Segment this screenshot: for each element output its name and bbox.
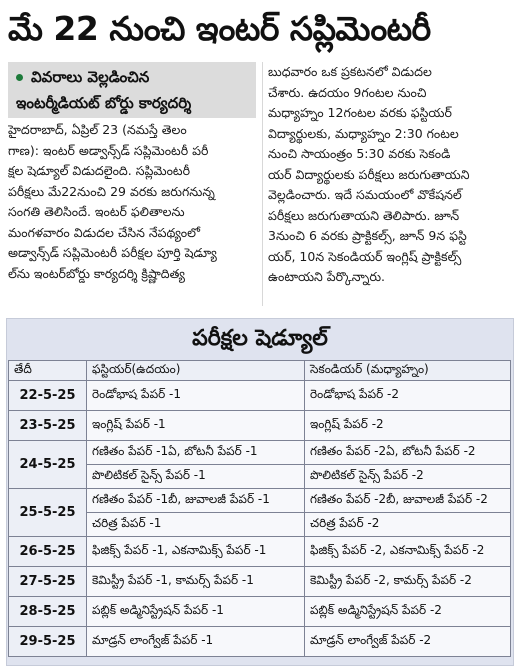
article-line: పరీక్షలు మే22నుంచి 29 వరకు జరుగనున్న [8,183,215,199]
header-date: తేదీ [9,361,87,381]
second-year-cell: రెండోభాష పేపర్ -2 [305,381,511,411]
date-cell: 24-5-25 [9,441,87,489]
article-line: వెల్లడించారు. ఇదే సమయంలో వొకేషనల్ [268,187,462,202]
date-cell: 29-5-25 [9,627,87,657]
second-year-cell: పబ్లిక్ అడ్మినిస్ట్రేషన్ పేపర్ -2 [305,597,511,627]
first-year-cell: పబ్లిక్ అడ్మినిస్ట్రేషన్ పేపర్ -1 [87,597,305,627]
date-cell: 25-5-25 [9,489,87,537]
article-line: బుధవారం ఒక ప్రకటనలో విడుదల [268,64,432,79]
article-line: ల్‌ను ఇంటర్‌బోర్డు కార్యదర్శి క్రిష్ణాదిత్య [8,265,186,281]
article-body-right [268,62,512,288]
date-cell: 28-5-25 [9,597,87,627]
table-row [9,627,511,657]
article-line: పరీక్షలు జరుగుతాయని తెలిపారు. జూన్ [268,207,460,223]
article-line: యర్, 10న సెకండియర్ ఇంగ్లిష్ ప్రాక్టికల్స్ [268,248,462,264]
article-line: గాణ): ఇంటర్ అడ్వాన్స్‌డ్ సప్లిమెంటరీ పరీ [8,142,209,158]
table-header-row [9,361,511,381]
kicker-line: వివరాలు వెల్లడించిన [31,68,150,86]
first-year-cell: ఇంగ్లిష్ పేపర్ -1 [87,411,305,441]
column-divider [262,62,263,306]
kicker-box [8,62,256,118]
first-year-cell: చరిత్ర పేపర్ -1 [87,513,305,537]
first-year-cell: మాడ్రన్ లాంగ్వేజ్ పేపర్ -1 [87,627,305,657]
second-year-cell: ఇంగ్లిష్ పేపర్ -2 [305,411,511,441]
article-line: మంగళవారం విడుదల చేసిన నేపథ్యంలో [8,224,200,240]
first-year-cell: పొలిటికల్ సైన్స్ పేపర్ -1 [87,465,305,489]
second-year-cell: చరిత్ర పేపర్ -2 [305,513,511,537]
date-cell: 23-5-25 [9,411,87,441]
date-cell: 26-5-25 [9,537,87,567]
first-year-cell: కెమిస్ట్రీ పేపర్ -1, కామర్స్ పేపర్ -1 [87,567,305,597]
first-year-cell: రెండోభాష పేపర్ -1 [87,381,305,411]
table-row [9,441,511,465]
article-line: విద్యార్థులకు, మధ్యాహ్నం 2:30 గంటల [268,125,459,141]
first-year-cell: గణితం పేపర్ -1ఏ, బోటనీ పేపర్ -1 [87,441,305,465]
article-line: మధ్యాహ్నం 12గంటల వరకు ఫస్టియర్ [268,105,452,120]
table-row [9,381,511,411]
article-line: అడ్వాన్స్‌డ్ సప్లిమెంటరీ పరీక్షల పూర్తి షెడ్యూ [8,245,217,260]
headline: మే 22 నుంచి ఇంటర్ సప్లిమెంటరీ [8,9,431,48]
article-line: సంగతి తెలిసిందే. ఇంటర్ ఫలితాలను [8,204,185,219]
article-line: చేశారు. ఉదయం 9గంటల నుంచి [268,84,427,100]
second-year-cell: గణితం పేపర్ -2బీ, జువాలజీ పేపర్ -2 [305,489,511,513]
bullet-icon [16,74,23,81]
kicker-line: ఇంటర్మీడియట్ బోర్డు కార్యదర్శి [16,94,192,112]
table-row [9,537,511,567]
second-year-cell: మాడ్రన్ లాంగ్వేజ్ పేపర్ -2 [305,627,511,657]
header-second-year: సెకండియర్ (మధ్యాహ్నం) [305,361,511,381]
date-cell: 22-5-25 [9,381,87,411]
second-year-cell: కెమిస్ట్రీ పేపర్ -2, కామర్స్ పేపర్ -2 [305,567,511,597]
table-row [9,597,511,627]
article-line: యర్ విద్యార్థులకు పరీక్షలు జరుగుతాయని [268,166,470,182]
article-line: ఉంటాయని పేర్కొన్నారు. [268,269,386,284]
second-year-cell: గణితం పేపర్ -2ఏ, బోటనీ పేపర్ -2 [305,441,511,465]
article-line: 3నుంచి 6 వరకు ప్రాక్టికల్స్, జూన్ 9న ఫస్టి [268,228,467,243]
article-line: క్షల షెడ్యూల్ విడుదలైంది. సప్లిమెంటరీ [8,163,190,178]
table-row [9,567,511,597]
table-row [9,489,511,513]
article-line: నుంచి సాయంత్రం 5:30 వరకు సెకండి [268,146,451,161]
first-year-cell: గణితం పేపర్ -1బీ, జువాలజీ పేపర్ -1 [87,489,305,513]
date-cell: 27-5-25 [9,567,87,597]
article-body-left [8,120,258,284]
schedule-title: పరీక్షల షెడ్యూల్ [192,326,328,351]
schedule-table [8,360,511,657]
second-year-cell: ఫిజిక్స్ పేపర్ -2, ఎకనామిక్స్ పేపర్ -2 [305,537,511,567]
first-year-cell: ఫిజిక్స్ పేపర్ -1, ఎకనామిక్స్ పేపర్ -1 [87,537,305,567]
table-row [9,411,511,441]
header-first-year: ఫస్టియర్(ఉదయం) [87,361,305,381]
article-line: హైదరాబాద్, ఏప్రిల్ 23 (నమస్తే తెలం [8,122,187,137]
second-year-cell: పొలిటికల్ సైన్స్ పేపర్ -2 [305,465,511,489]
